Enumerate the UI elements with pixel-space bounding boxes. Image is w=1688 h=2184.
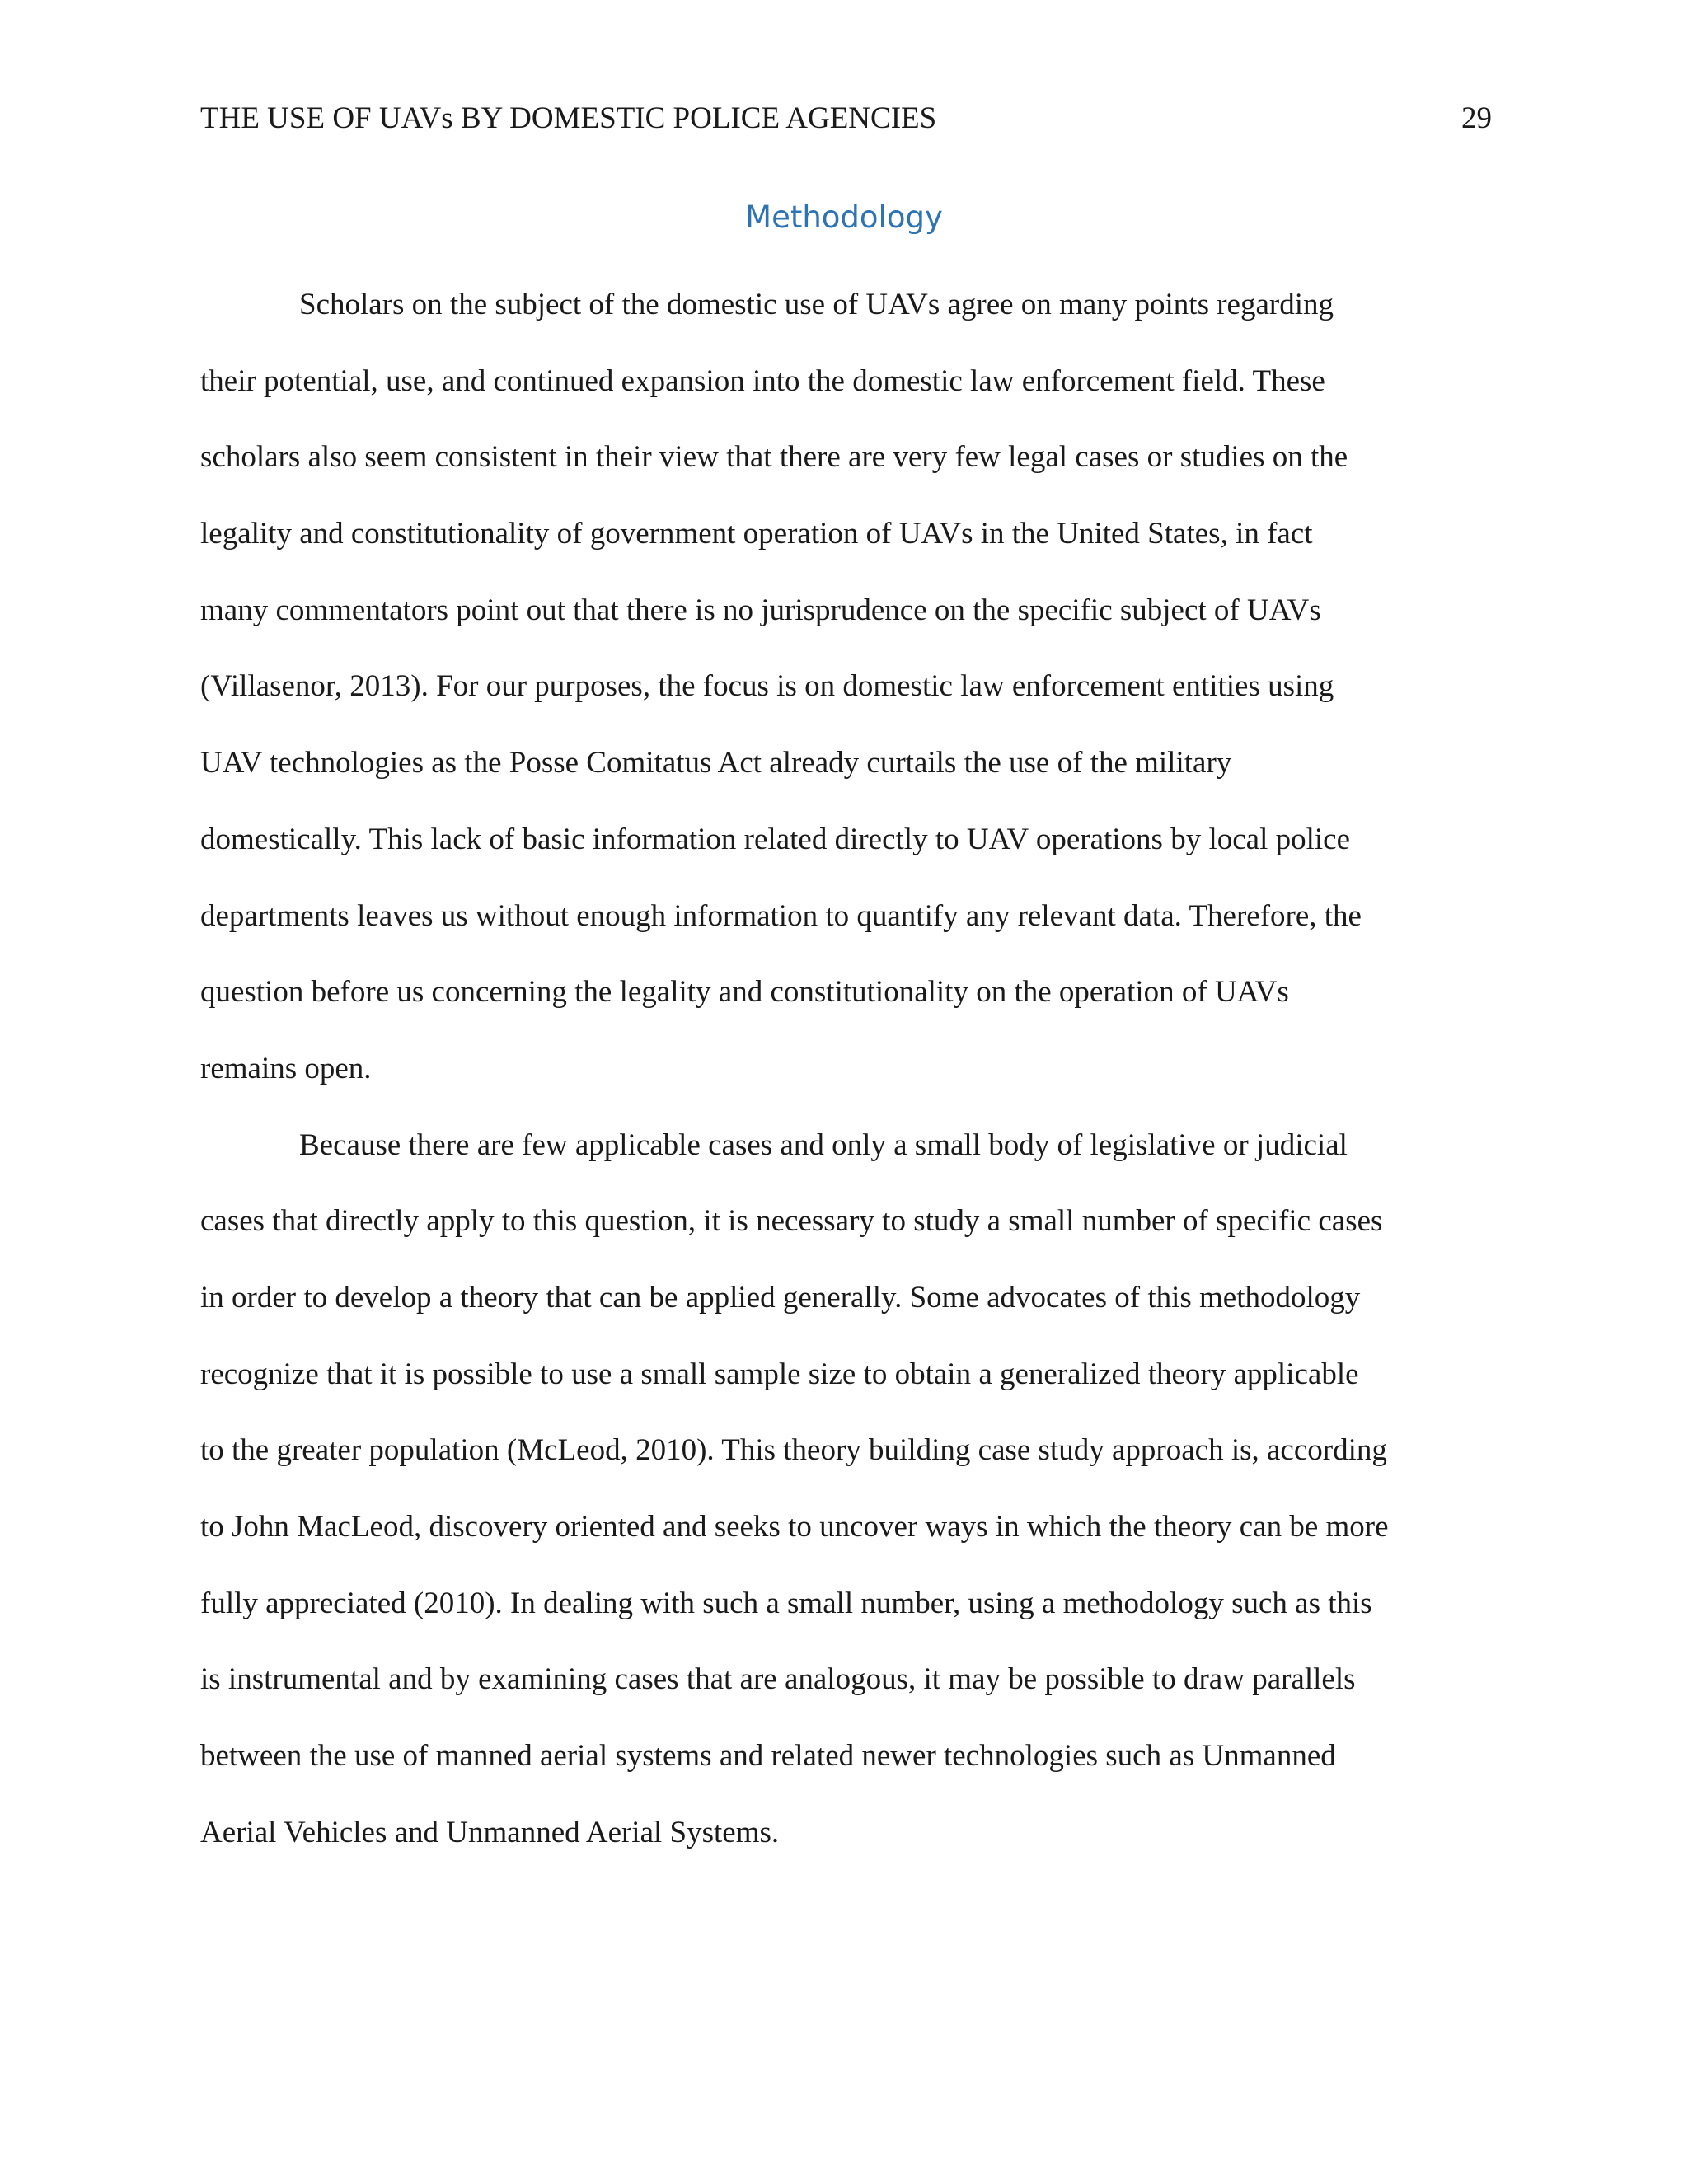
paragraph-2-line-7: fully appreciated (2010). In dealing with such a small number, using a methodology such as this [200, 1586, 1372, 1620]
paragraph-1-line-6: (Villasenor, 2013). For our purposes, the focus is on domestic law enforcement entities using [200, 669, 1334, 704]
paragraph-1-line-2: their potential, use, and continued expansion into the domestic law enforcement field. These [200, 363, 1325, 398]
paragraph-1-line-9: departments leaves us without enough information to quantify any relevant data. Therefore, the [200, 898, 1362, 933]
paragraph-2-line-6: to John MacLeod, discovery oriented and seeks to uncover ways in which the theory can be more [200, 1510, 1389, 1544]
paragraph-1-line-3: scholars also seem consistent in their view that there are very few legal cases or studies on the [200, 440, 1348, 475]
page-number: 29 [1461, 101, 1492, 135]
body-text [200, 284, 1494, 1887]
paragraph-2-line-1: Because there are few applicable cases and only a small body of legislative or judicial [299, 1127, 1348, 1162]
section-heading: Methodology [745, 199, 943, 235]
paragraph-2-line-4: recognize that it is possible to use a small sample size to obtain a generalized theory applicable [200, 1357, 1359, 1391]
paragraph-1-line-7: UAV technologies as the Posse Comitatus Act already curtails the use of the military [200, 746, 1232, 780]
paragraph-2-line-8: is instrumental and by examining cases that are analogous, it may be possible to draw parallels [200, 1662, 1356, 1697]
paragraph-1-line-4: legality and constitutionality of government operation of UAVs in the United States, in fact [200, 517, 1313, 551]
paragraph-2-line-10: Aerial Vehicles and Unmanned Aerial Systems. [200, 1815, 780, 1849]
paragraph-1-line-10: question before us concerning the legality and constitutionality on the operation of UAVs [200, 975, 1289, 1010]
running-head [200, 97, 1492, 140]
running-title: THE USE OF UAVs BY DOMESTIC POLICE AGENCIES [200, 101, 937, 135]
paragraph-2-line-9: between the use of manned aerial systems and related newer technologies such as Unmanned [200, 1739, 1336, 1774]
paragraph-2-line-2: cases that directly apply to this question, it is necessary to study a small number of specific cases [200, 1204, 1383, 1239]
paragraph-1-line-8: domestically. This lack of basic information related directly to UAV operations by local police [200, 822, 1351, 856]
paragraph-1-line-11: remains open. [200, 1051, 372, 1085]
paragraph-1-line-5: many commentators point out that there is no jurisprudence on the specific subject of UAVs [200, 593, 1321, 627]
paragraph-2-line-3: in order to develop a theory that can be applied generally. Some advocates of this methodology [200, 1280, 1361, 1315]
paragraph-1-line-1: Scholars on the subject of the domestic use of UAVs agree on many points regarding [299, 288, 1334, 321]
paragraph-2-line-5: to the greater population (McLeod, 2010). This theory building case study approach is, according [200, 1433, 1387, 1468]
